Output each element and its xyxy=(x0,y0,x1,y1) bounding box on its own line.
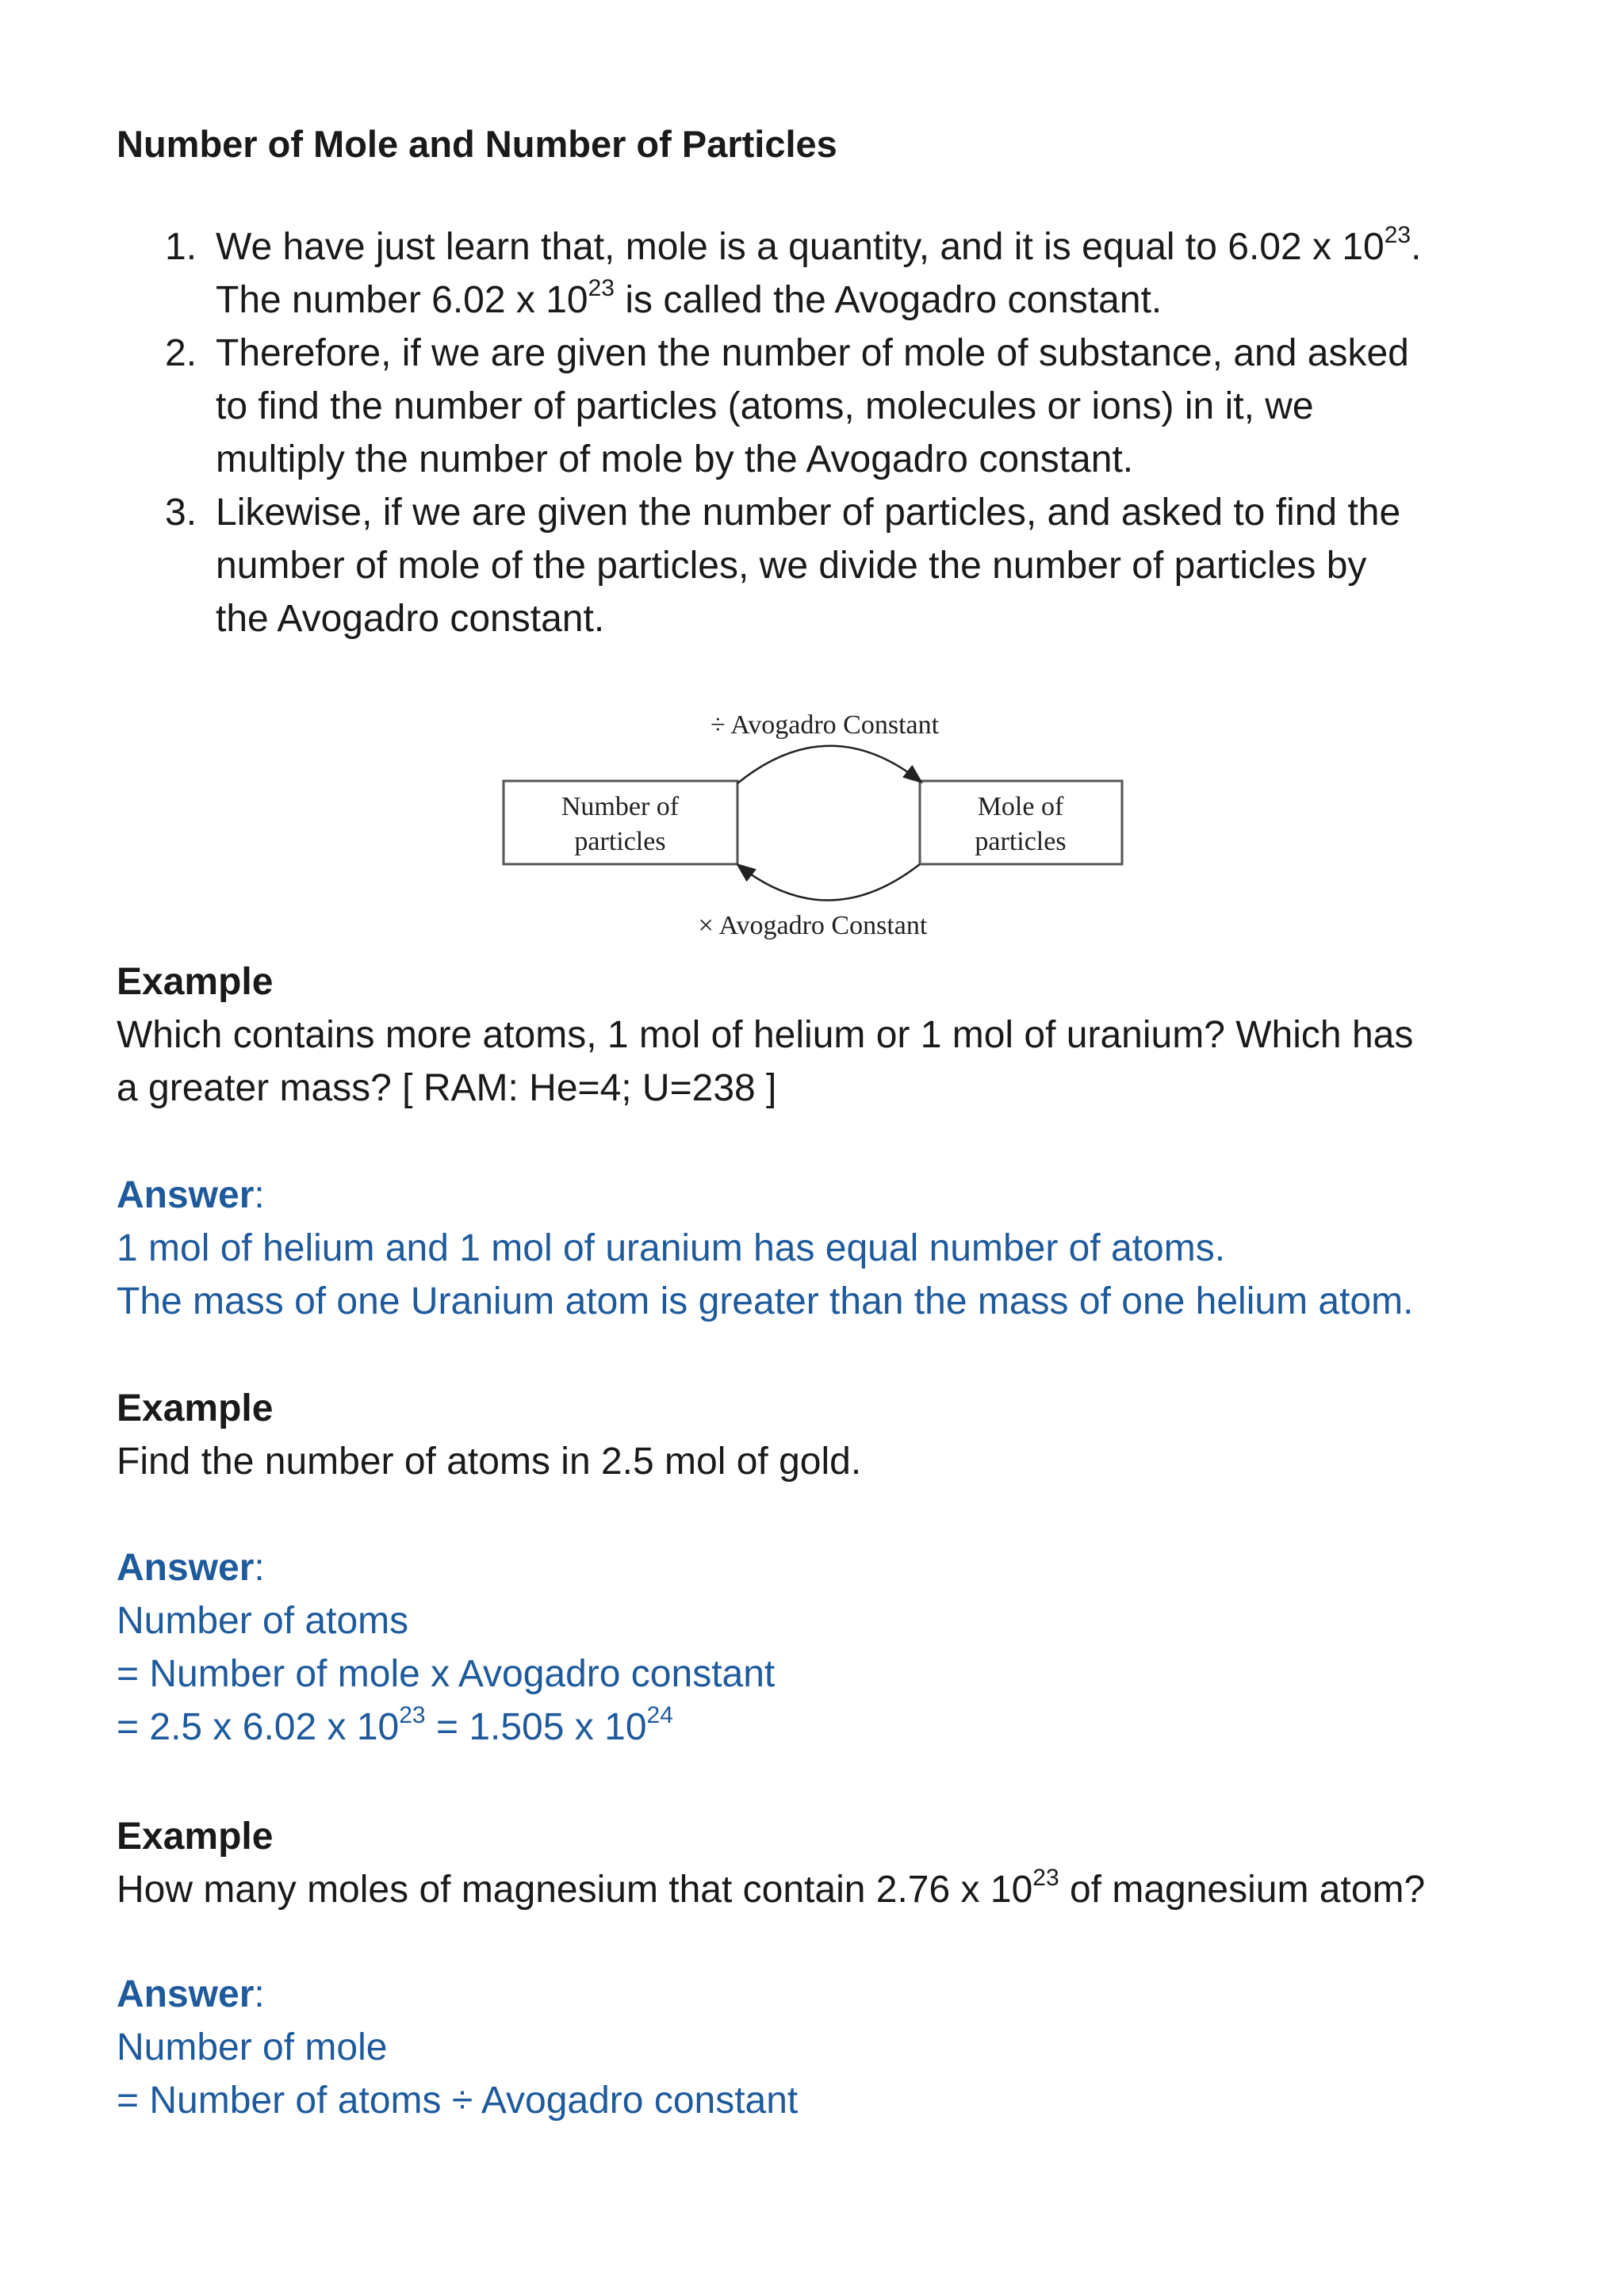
list-item-line: number of mole of the particles, we divide the number of particles by xyxy=(216,545,1367,587)
right-box-line1: Mole of xyxy=(977,792,1064,821)
list-item-line: the Avogadro constant. xyxy=(216,598,605,640)
example-question-line: How many moles of magnesium that contain 2.76 x $10^{23}$ of magnesium atom? xyxy=(117,1865,1426,1911)
example-2 xyxy=(117,1382,1544,1488)
example-question-line: Find the number of atoms in 2.5 mol of gold. xyxy=(117,1441,862,1483)
page-title: Number of Mole and Number of Particles xyxy=(117,123,837,165)
conversion-diagram xyxy=(492,698,1142,959)
example-question-line: Which contains more atoms, 1 mol of helium or 1 mol of uranium? Which has xyxy=(117,1014,1414,1056)
answer-line: = Number of mole x Avogadro constant xyxy=(117,1653,776,1695)
left-box-line1: Number of xyxy=(561,792,680,821)
list-item-line: multiply the number of mole by the Avogadro constant. xyxy=(216,438,1134,480)
explanation-list xyxy=(165,220,1532,645)
example-label: Example xyxy=(117,1387,274,1429)
list-item-line: Likewise, if we are given the number of particles, and asked to find the xyxy=(216,492,1401,534)
list-item-line: Therefore, if we are given the number of mole of substance, and asked xyxy=(216,332,1409,374)
top-arrow xyxy=(737,746,920,783)
left-box-line2: particles xyxy=(574,827,666,856)
example-label: Example xyxy=(117,1816,274,1858)
list-item xyxy=(165,220,1532,327)
example-1 xyxy=(117,955,1544,1115)
list-number: 1. xyxy=(165,226,197,268)
answer-line: The mass of one Uranium atom is greater than the mass of one helium atom. xyxy=(117,1280,1414,1322)
right-box-line2: particles xyxy=(975,827,1067,856)
bottom-arrow xyxy=(739,864,920,901)
list-number: 2. xyxy=(165,332,197,374)
answer-3: Answer: Number of mole = Number of atoms ÷ Avogadro constant xyxy=(117,1968,1544,2127)
answer-line: Number of mole xyxy=(117,2026,388,2068)
example-question-line: a greater mass? [ RAM: He=4; U=238 ] xyxy=(117,1067,777,1109)
answer-1: Answer: 1 mol of helium and 1 mol of uranium has equal number of atoms. The mass of one Uranium atom is greater than the mass of one helium atom. xyxy=(117,1169,1544,1328)
answer-label: Answer xyxy=(117,1174,255,1216)
answer-line: = Number of atoms ÷ Avogadro constant xyxy=(117,2080,799,2122)
list-item-line: to find the number of particles (atoms, molecules or ions) in it, we xyxy=(216,385,1314,427)
list-item xyxy=(165,327,1532,486)
list-item-line: The number 6.02 x $10^{23}$ is called the Avogadro constant. xyxy=(216,275,1162,321)
example-label: Example xyxy=(117,961,274,1003)
answer-line: = 2.5 x 6.02 x $10^{23} = 1.505$ x $10^{24}$ xyxy=(117,1702,673,1748)
list-item-line: We have just learn that, mole is a quantity, and it is equal to 6.02 x $10^{23}$. xyxy=(216,222,1422,268)
example-3 xyxy=(117,1810,1544,1916)
divide-avogadro-label: ÷ Avogadro Constant xyxy=(710,710,940,740)
answer-label: Answer xyxy=(117,1973,255,2015)
list-item xyxy=(165,486,1532,645)
list-number: 3. xyxy=(165,492,197,534)
answer-line: 1 mol of helium and 1 mol of uranium has equal number of atoms. xyxy=(117,1227,1226,1269)
answer-label: Answer xyxy=(117,1547,255,1589)
multiply-avogadro-label: × Avogadro Constant xyxy=(698,911,928,940)
answer-2: Answer: Number of atoms = Number of mole x Avogadro constant = 2.5 x 6.02 x $10^{23} = 1.505$ x $10^{24}$ xyxy=(117,1541,1544,1754)
answer-line: Number of atoms xyxy=(117,1600,409,1642)
